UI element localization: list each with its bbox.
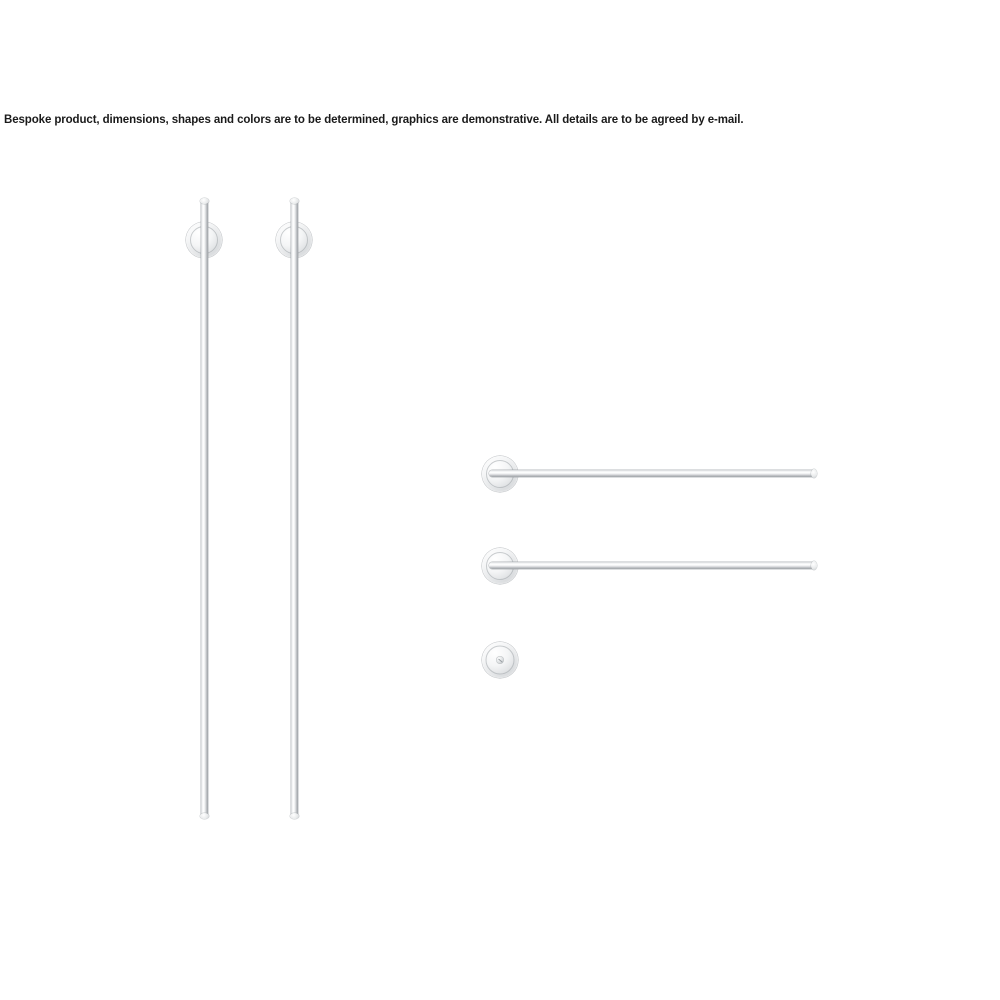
vertical-rail-right <box>291 200 298 818</box>
rail-end-cap-icon <box>811 561 817 570</box>
vertical-rail-left <box>201 200 208 818</box>
rail-end-cap-icon <box>290 813 299 819</box>
rail-end-cap-icon <box>200 813 209 819</box>
horizontal-rail-lower <box>489 562 816 569</box>
rail-end-cap-icon <box>811 469 817 478</box>
flange-detail-screw-icon <box>482 642 518 678</box>
screw-slot-icon <box>498 658 502 662</box>
screw-head-icon <box>497 657 504 664</box>
disclaimer-text: Bespoke product, dimensions, shapes and colors are to be determined, graphics are demonstrative. All details are to be agreed by e-mail. <box>4 114 744 126</box>
rail-end-cap-icon <box>290 198 299 204</box>
horizontal-rail-upper <box>489 470 816 477</box>
rail-end-cap-icon <box>200 198 209 204</box>
